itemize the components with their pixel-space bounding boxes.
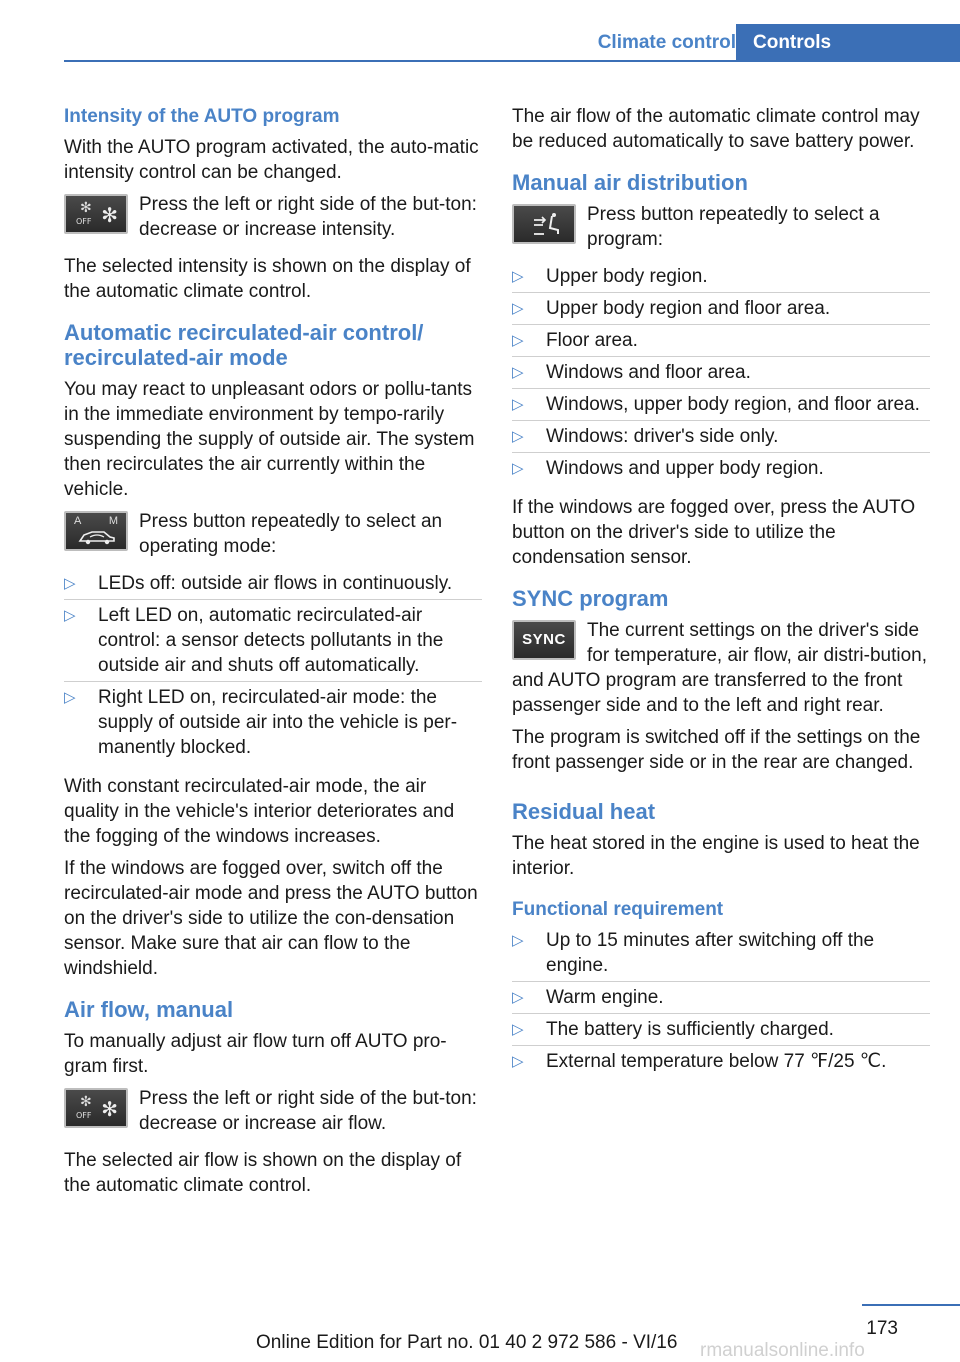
bullet-triangle-icon: ▷ bbox=[512, 300, 524, 317]
watermark-text: rmanualsonline.info bbox=[700, 1340, 865, 1361]
functional-requirement-heading: Functional requirement bbox=[512, 899, 724, 920]
distribution-heading: Manual air distribution bbox=[512, 170, 748, 195]
car-recirculation-icon bbox=[78, 529, 116, 545]
airflow-heading: Air flow, manual bbox=[64, 997, 234, 1022]
off-label: OFF bbox=[76, 1111, 92, 1120]
list-item: ▷ Floor area. bbox=[512, 328, 930, 360]
header-rule bbox=[64, 60, 960, 62]
functional-requirement-list bbox=[512, 928, 930, 1081]
distribution-button-text: Press button repeatedly to select a program: bbox=[587, 204, 880, 250]
sync-paragraph-1: The current settings on the driver's side for temperature, air flow, air distri-bution, and AUTO program are transferred to the front passenger side and to the left and right rear. bbox=[512, 620, 928, 716]
airflow-button-row bbox=[64, 1086, 482, 1136]
right-column bbox=[512, 104, 930, 1088]
bullet-triangle-icon: ▷ bbox=[512, 1021, 524, 1038]
recirc-heading: Automatic recirculated-air control/ recirculated-air mode bbox=[64, 320, 424, 370]
recirc-button-row bbox=[64, 509, 482, 559]
list-item: ▷ Windows and upper body region. bbox=[512, 458, 824, 479]
recirc-paragraph-1: You may react to unpleasant odors or pollu-tants in the immediate environment by tempo-rarily suspending the supply of outside air. The system then recirculates the air currently within the vehicle. bbox=[64, 379, 475, 500]
intensity-display-paragraph: The selected intensity is shown on the display of the automatic climate control. bbox=[64, 256, 471, 302]
off-label: OFF bbox=[76, 217, 92, 226]
list-item: ▷ Up to 15 minutes after switching off the engine. bbox=[512, 928, 930, 985]
bullet-triangle-icon: ▷ bbox=[64, 575, 76, 592]
bullet-triangle-icon: ▷ bbox=[512, 1053, 524, 1070]
list-item: ▷ Upper body region and floor area. bbox=[512, 296, 930, 328]
bullet-triangle-icon: ▷ bbox=[512, 989, 524, 1006]
recirc-button-icon bbox=[64, 511, 128, 551]
distribution-button-row bbox=[512, 202, 930, 252]
left-column bbox=[64, 104, 482, 1205]
recirc-mode-list bbox=[64, 571, 482, 767]
bullet-triangle-icon: ▷ bbox=[512, 396, 524, 413]
intensity-button-row bbox=[64, 192, 482, 242]
footer-rule bbox=[862, 1304, 960, 1306]
bullet-triangle-icon: ▷ bbox=[512, 268, 524, 285]
sync-paragraph-2: The program is switched off if the settings on the front passenger side or in the rear are changed. bbox=[512, 727, 921, 773]
fan-small-icon: ✻ bbox=[80, 1094, 92, 1110]
sync-label: SYNC bbox=[522, 631, 566, 648]
bullet-triangle-icon: ▷ bbox=[512, 932, 524, 949]
air-distribution-button-icon bbox=[512, 204, 576, 244]
sync-button-icon bbox=[512, 620, 576, 660]
residual-heat-paragraph: The heat stored in the engine is used to heat the interior. bbox=[512, 833, 920, 879]
list-item: ▷ Windows: driver's side only. bbox=[512, 424, 930, 456]
recirc-paragraph-2: With constant recirculated-air mode, the air quality in the vehicle's interior deteriorates and the fogging of the windows increases. bbox=[64, 776, 455, 847]
reduced-airflow-paragraph: The air flow of the automatic climate control may be reduced automatically to save battery power. bbox=[512, 106, 920, 152]
list-item: ▷ Left LED on, automatic recirculated-air control: a sensor detects pollutants in the outside air and shuts off automatically. bbox=[64, 603, 482, 685]
sync-heading: SYNC program bbox=[512, 586, 669, 611]
bullet-triangle-icon: ▷ bbox=[512, 332, 524, 349]
fan-small-icon: ✻ bbox=[80, 200, 92, 216]
list-item: ▷ Windows, upper body region, and floor area. bbox=[512, 392, 930, 424]
list-item: ▷ Right LED on, recirculated-air mode: the supply of outside air into the vehicle is per-manently blocked. bbox=[64, 687, 458, 758]
list-item: ▷ Windows and floor area. bbox=[512, 360, 930, 392]
auto-led-label: A bbox=[74, 515, 82, 527]
list-item: ▷ LEDs off: outside air flows in continuously. bbox=[64, 571, 482, 603]
list-item: ▷ The battery is sufficiently charged. bbox=[512, 1017, 930, 1049]
airflow-button-text: Press the left or right side of the but-ton: decrease or increase air flow. bbox=[139, 1088, 477, 1134]
distribution-program-list bbox=[512, 264, 930, 488]
airflow-paragraph-1: To manually adjust air flow turn off AUTO pro-gram first. bbox=[64, 1031, 447, 1077]
fan-airflow-button-icon bbox=[64, 1088, 128, 1128]
bullet-triangle-icon: ▷ bbox=[512, 428, 524, 445]
fan-intensity-button-icon bbox=[64, 194, 128, 234]
bullet-triangle-icon: ▷ bbox=[512, 364, 524, 381]
bullet-triangle-icon: ▷ bbox=[512, 460, 524, 477]
bullet-triangle-icon: ▷ bbox=[64, 689, 76, 706]
header-section-title: Climate control bbox=[597, 32, 736, 53]
bullet-triangle-icon: ▷ bbox=[64, 607, 76, 624]
list-item: ▷ Upper body region. bbox=[512, 264, 930, 296]
list-item: ▷ External temperature below 77 ℉/25 ℃. bbox=[512, 1051, 887, 1072]
recirc-button-text: Press button repeatedly to select an operating mode: bbox=[139, 511, 443, 557]
manual-led-label: M bbox=[108, 515, 118, 527]
page-number: 173 bbox=[866, 1318, 898, 1339]
airflow-display-paragraph: The selected air flow is shown on the display of the automatic climate control. bbox=[64, 1150, 462, 1196]
seat-airflow-icon bbox=[532, 212, 562, 238]
fan-large-icon: ✻ bbox=[101, 1097, 118, 1121]
recirc-paragraph-3: If the windows are fogged over, switch off the recirculated-air mode and press the AUTO button on the driver's side to utilize the con-densation sensor. Make sure that air can flow to the windshield. bbox=[64, 858, 478, 979]
page-header bbox=[64, 24, 960, 62]
list-item: ▷ Warm engine. bbox=[512, 985, 930, 1017]
intensity-heading: Intensity of the AUTO program bbox=[64, 106, 340, 127]
fan-large-icon: ✻ bbox=[101, 203, 118, 227]
header-tab-controls: Controls bbox=[736, 24, 960, 62]
intensity-paragraph: With the AUTO program activated, the auto-matic intensity control can be changed. bbox=[64, 137, 479, 183]
distribution-paragraph-2: If the windows are fogged over, press the AUTO button on the driver's side to utilize the condensation sensor. bbox=[512, 497, 916, 568]
residual-heat-heading: Residual heat bbox=[512, 799, 656, 824]
edition-footer: Online Edition for Part no. 01 40 2 972 586 - VI/16 bbox=[256, 1332, 678, 1353]
intensity-button-text: Press the left or right side of the but-ton: decrease or increase intensity. bbox=[139, 194, 477, 240]
